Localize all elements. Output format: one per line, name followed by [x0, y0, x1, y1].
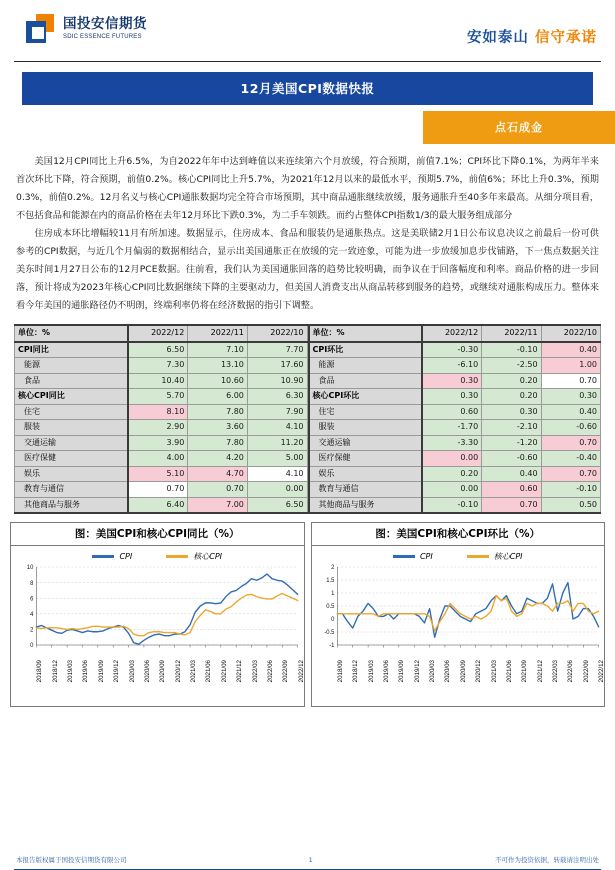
x-axis-tick-label: 2020/12: [475, 660, 483, 683]
table-cell-value: 0.30: [422, 373, 482, 389]
table-row-label: 服装: [15, 420, 128, 436]
table-cell-value: 0.60: [482, 482, 541, 498]
legend-item-core-cpi-mom: [467, 551, 523, 562]
x-axis-tick-label: 2020/06: [143, 660, 151, 683]
table-cell-value: 7.10: [188, 342, 248, 358]
table-row: [15, 451, 308, 467]
table-col-header: 2022/11: [188, 325, 248, 342]
table-cell-value: -0.10: [422, 497, 482, 513]
page-header: [0, 0, 615, 62]
chart-cpi-yoy: [10, 522, 305, 707]
body-paragraph-2: 住房成本环比增幅较11月有所加速。数据显示，住房成本、食品和服装仍是通胀热点。这是美联储2月1日公布议息决议之前最后一份可供参考的CPI数据，与近几个月偏弱的数据相结合，显示出美国通胀正在放缓的完一致迹象，可能为进一步放缓加息步伐铺路，下一焦点数据关注美东时间1月27日公布的12月PCE数据。往前看，我们认为美国通胀回落的趋势比较明确，而争议在于回落幅度和利率。商品价格的进一步回落，预计将成为2023年核心CPI同比数据继续下降的主要驱动力，但美国人消费支出从商品转移到服务的趋势，或继续对通胀构成压力。整体来看今年美国的通胀路径仍不明朗，终端利率仍将在经济数据的指引下调整。: [16, 227, 599, 311]
table-row-label: 食品: [309, 373, 422, 389]
legend-item-cpi: [92, 551, 132, 562]
x-axis-tick-label: 2022/03: [251, 660, 259, 683]
table-row-label: 核心CPI同比: [15, 389, 128, 405]
table-cell-value: -0.60: [482, 451, 541, 467]
table-cell-value: -0.60: [541, 420, 600, 436]
table-cell-value: 0.00: [247, 482, 307, 498]
x-axis-tick-label: 2019/06: [82, 660, 90, 683]
table-cell-value: 13.10: [188, 358, 248, 374]
x-axis-tick-label: 2020/06: [444, 660, 452, 683]
x-axis-tick-label: 2019/06: [382, 660, 390, 683]
table-cell-value: -1.20: [482, 435, 541, 451]
table-cell-value: -0.10: [482, 342, 541, 358]
table-header-row: [15, 325, 308, 342]
table-unit-label: 单位：%: [309, 325, 422, 342]
svg-text:-0.5: -0.5: [323, 630, 334, 637]
table-cell-value: 0.50: [541, 497, 600, 513]
table-row-label: 住宅: [15, 404, 128, 420]
table-cell-value: 4.10: [247, 420, 307, 436]
chart-mom-title: 图：美国CPI和核心CPI环比（%）: [312, 523, 605, 546]
x-axis-tick-label: 2022/12: [598, 660, 606, 683]
table-cell-value: -3.30: [422, 435, 482, 451]
table-row-label: 能源: [309, 358, 422, 374]
table-row-label: 服装: [309, 420, 422, 436]
table-row: [15, 497, 308, 513]
table-row-label: 食品: [15, 373, 128, 389]
table-col-header: 2022/10: [541, 325, 600, 342]
table-cell-value: 0.40: [541, 342, 600, 358]
table-cell-value: 10.90: [247, 373, 307, 389]
x-axis-tick-label: 2020/03: [429, 660, 437, 683]
table-unit-label: 单位：%: [15, 325, 128, 342]
table-cell-value: 6.40: [128, 497, 188, 513]
table-cell-value: 0.30: [422, 389, 482, 405]
table-cell-value: 0.00: [422, 451, 482, 467]
x-axis-tick-label: 2022/06: [266, 660, 274, 683]
chart-yoy-legend: [11, 546, 304, 563]
table-row: [309, 466, 601, 482]
table-row: [309, 435, 601, 451]
table-row-label: 教育与通信: [15, 482, 128, 498]
table-row: [15, 466, 308, 482]
x-axis-tick-label: 2020/09: [459, 660, 467, 683]
svg-text:6: 6: [30, 596, 34, 603]
x-axis-tick-label: 2018/12: [352, 660, 360, 683]
legend-item-core-cpi: [166, 551, 222, 562]
charts-row: [10, 522, 605, 707]
table-cell-value: 7.80: [188, 404, 248, 420]
footer-disclaimer: 不可作为投资依据，转载请注明出处: [494, 856, 599, 864]
table-row-label: 交通运输: [15, 435, 128, 451]
report-body: [16, 153, 599, 314]
table-cell-value: 0.70: [128, 482, 188, 498]
x-axis-tick-label: 2019/09: [398, 660, 406, 683]
x-axis-tick-label: 2021/09: [220, 660, 228, 683]
x-axis-tick-label: 2020/12: [174, 660, 182, 683]
chart-yoy-title: 图：美国CPI和核心CPI同比（%）: [11, 523, 304, 546]
svg-text:1.5: 1.5: [325, 578, 334, 585]
svg-text:10: 10: [26, 565, 34, 572]
table-row-label: 住宅: [309, 404, 422, 420]
legend-label-cpi: CPI: [119, 552, 133, 562]
cpi-yoy-table: [14, 324, 308, 514]
x-axis-tick-label: 2019/03: [67, 660, 75, 683]
legend-item-cpi-mom: [393, 551, 433, 562]
x-axis-tick-label: 2021/12: [236, 660, 244, 683]
chart-mom-svg: [312, 563, 605, 655]
table-row-label: 教育与通信: [309, 482, 422, 498]
header-divider: [14, 61, 601, 62]
x-axis-tick-label: 2018/09: [36, 660, 44, 683]
table-row: [309, 420, 601, 436]
x-axis-tick-label: 2021/06: [505, 660, 513, 683]
x-axis-tick-label: 2022/09: [282, 660, 290, 683]
legend-label-core-cpi-mom: 核心CPI: [493, 552, 523, 562]
table-cell-value: 0.60: [422, 404, 482, 420]
column-name-banner: 点石成金: [423, 111, 615, 144]
table-cell-value: 0.40: [541, 404, 600, 420]
x-axis-tick-label: 2018/09: [336, 660, 344, 683]
slogan-part-blue: 安如泰山: [466, 30, 529, 46]
table-row: [15, 420, 308, 436]
table-row-label: 娱乐: [309, 466, 422, 482]
table-col-header: 2022/10: [247, 325, 307, 342]
page-footer: [0, 855, 615, 864]
table-cell-value: 4.10: [247, 466, 307, 482]
chart-mom-plot: [312, 563, 605, 660]
svg-text:2: 2: [330, 565, 334, 572]
table-row: [309, 482, 601, 498]
company-slogan: [467, 26, 597, 47]
svg-text:0: 0: [330, 617, 334, 624]
table-row-label: 娱乐: [15, 466, 128, 482]
table-row-label: 医疗保健: [15, 451, 128, 467]
gold-banner-row: [0, 105, 615, 144]
table-cell-value: 11.20: [247, 435, 307, 451]
chart-cpi-mom: [311, 522, 606, 707]
table-cell-value: 0.70: [541, 435, 600, 451]
x-axis-tick-label: 2021/06: [205, 660, 213, 683]
table-row-label: 医疗保健: [309, 451, 422, 467]
table-col-header: 2022/11: [482, 325, 541, 342]
table-cell-value: -1.70: [422, 420, 482, 436]
x-axis-tick-label: 2020/03: [128, 660, 136, 683]
table-cell-value: 5.10: [128, 466, 188, 482]
logo-name-en: SDIC ESSENCE FUTURES: [63, 33, 142, 40]
table-cell-value: 4.00: [128, 451, 188, 467]
table-cell-value: 10.60: [188, 373, 248, 389]
x-axis-tick-label: 2022/09: [582, 660, 590, 683]
x-axis-tick-label: 2022/06: [567, 660, 575, 683]
table-cell-value: 10.40: [128, 373, 188, 389]
x-axis-tick-label: 2021/03: [490, 660, 498, 683]
x-axis-tick-label: 2021/12: [536, 660, 544, 683]
svg-text:8: 8: [30, 581, 34, 588]
logo-mark-icon: [26, 14, 56, 44]
table-cell-value: -6.10: [422, 358, 482, 374]
table-row: [309, 342, 601, 358]
legend-label-core-cpi: 核心CPI: [193, 552, 223, 562]
chart-mom-legend: [312, 546, 605, 563]
table-row: [15, 358, 308, 374]
table-row: [309, 497, 601, 513]
svg-text:0: 0: [30, 643, 34, 650]
x-axis-tick-label: 2019/09: [97, 660, 105, 683]
logo-name-cn: 国投安信期货: [63, 16, 147, 33]
chart-yoy-plot: [11, 563, 304, 660]
x-axis-tick-label: 2018/12: [51, 660, 59, 683]
table-cell-value: 5.70: [128, 389, 188, 405]
table-row-label: 其他商品与服务: [309, 497, 422, 513]
table-cell-value: 4.70: [188, 466, 248, 482]
svg-text:4: 4: [30, 612, 34, 619]
table-row-label: 核心CPI环比: [309, 389, 422, 405]
legend-swatch-cpi-mom-icon: [393, 555, 415, 558]
table-cell-value: 7.70: [247, 342, 307, 358]
table-row: [15, 389, 308, 405]
table-cell-value: 0.00: [422, 482, 482, 498]
table-row: [15, 373, 308, 389]
table-row-label: CPI同比: [15, 342, 128, 358]
table-cell-value: 2.90: [128, 420, 188, 436]
table-row-label: CPI环比: [309, 342, 422, 358]
chart-yoy-svg: [11, 563, 304, 655]
company-logo: [26, 14, 147, 44]
table-cell-value: 0.20: [482, 389, 541, 405]
table-cell-value: 0.70: [541, 466, 600, 482]
logo-text: [63, 18, 147, 40]
table-cell-value: -2.10: [482, 420, 541, 436]
table-row: [309, 451, 601, 467]
table-row: [309, 358, 601, 374]
svg-text:-1: -1: [328, 643, 334, 650]
legend-label-cpi-mom: CPI: [419, 552, 433, 562]
table-cell-value: 0.20: [422, 466, 482, 482]
x-axis-tick-label: 2019/03: [367, 660, 375, 683]
x-axis-tick-label: 2020/09: [159, 660, 167, 683]
table-row: [15, 342, 308, 358]
table-cell-value: 3.90: [128, 435, 188, 451]
table-cell-value: 6.50: [247, 497, 307, 513]
table-row: [309, 404, 601, 420]
data-tables: [14, 324, 601, 514]
x-axis-tick-label: 2019/12: [413, 660, 421, 683]
table-cell-value: 0.30: [541, 389, 600, 405]
table-cell-value: 0.20: [482, 373, 541, 389]
table-header-row: [309, 325, 601, 342]
table-cell-value: 6.30: [247, 389, 307, 405]
table-row-label: 其他商品与服务: [15, 497, 128, 513]
table-cell-value: 8.10: [128, 404, 188, 420]
table-row-label: 交通运输: [309, 435, 422, 451]
table-row: [309, 389, 601, 405]
table-cell-value: 7.90: [247, 404, 307, 420]
table-cell-value: 0.70: [541, 373, 600, 389]
table-cell-value: 17.60: [247, 358, 307, 374]
footer-page-number: 1: [308, 855, 313, 864]
table-cell-value: 6.50: [128, 342, 188, 358]
svg-text:2: 2: [30, 627, 34, 635]
table-cell-value: 4.20: [188, 451, 248, 467]
table-cell-value: 0.70: [482, 497, 541, 513]
table-cell-value: 3.60: [188, 420, 248, 436]
table-cell-value: 0.70: [188, 482, 248, 498]
table-row: [15, 482, 308, 498]
x-axis-tick-label: 2021/09: [521, 660, 529, 683]
table-col-header: 2022/12: [128, 325, 188, 342]
table-row: [15, 404, 308, 420]
x-axis-tick-label: 2019/12: [113, 660, 121, 683]
x-axis-tick-label: 2021/03: [190, 660, 198, 683]
chart-mom-xaxis: [312, 660, 605, 706]
legend-swatch-cpi-icon: [92, 555, 114, 558]
body-paragraph-1: 美国12月CPI同比上升6.5%，为自2022年年中达到峰值以来连续第六个月放缓，符合预期，前值7.1%；CPI环比下降0.1%，为两年半来首次环比下降，符合预期，前值0.2%。核心CPI同比上升5.7%，为2021年12月以来的最低水平，预期5.7%，前值6%；环比上升0.3%，预期0.3%，前值0.2%。12月名义与核心CPI通胀数据均完全符合市场预期，其中商品通胀继续放缓，服务通胀升至40多年来最高。从细分项目看，不包括食品和能源在内的商品价格在去年12月环比下跌0.3%，为二手车领跌。而约占整体CPI指数1/3的最大服务组成部分: [16, 156, 599, 221]
table-cell-value: -0.10: [541, 482, 600, 498]
x-axis-tick-label: 2022/03: [552, 660, 560, 683]
cpi-mom-table: [308, 324, 602, 514]
table-cell-value: 0.40: [482, 466, 541, 482]
table-cell-value: 5.00: [247, 451, 307, 467]
x-axis-tick-label: 2022/12: [297, 660, 305, 683]
svg-text:0.5: 0.5: [325, 604, 334, 611]
table-cell-value: -0.40: [541, 451, 600, 467]
chart-yoy-xaxis: [11, 660, 304, 706]
table-cell-value: 1.00: [541, 358, 600, 374]
table-row-label: 能源: [15, 358, 128, 374]
table-row: [309, 373, 601, 389]
table-cell-value: 6.00: [188, 389, 248, 405]
slogan-part-orange: 信守承诺: [535, 30, 597, 46]
report-title-banner: 12月美国CPI数据快报: [22, 72, 593, 105]
table-cell-value: 7.30: [128, 358, 188, 374]
table-cell-value: 7.80: [188, 435, 248, 451]
table-row: [15, 435, 308, 451]
table-col-header: 2022/12: [422, 325, 482, 342]
table-cell-value: 7.00: [188, 497, 248, 513]
footer-copyright: 本报告版权属于国投安信期货有限公司: [16, 856, 127, 864]
legend-swatch-core-icon: [166, 555, 188, 558]
legend-swatch-core-mom-icon: [467, 555, 489, 558]
table-cell-value: -2.50: [482, 358, 541, 374]
svg-text:1: 1: [330, 591, 334, 598]
table-cell-value: -0.30: [422, 342, 482, 358]
table-cell-value: 0.30: [482, 404, 541, 420]
